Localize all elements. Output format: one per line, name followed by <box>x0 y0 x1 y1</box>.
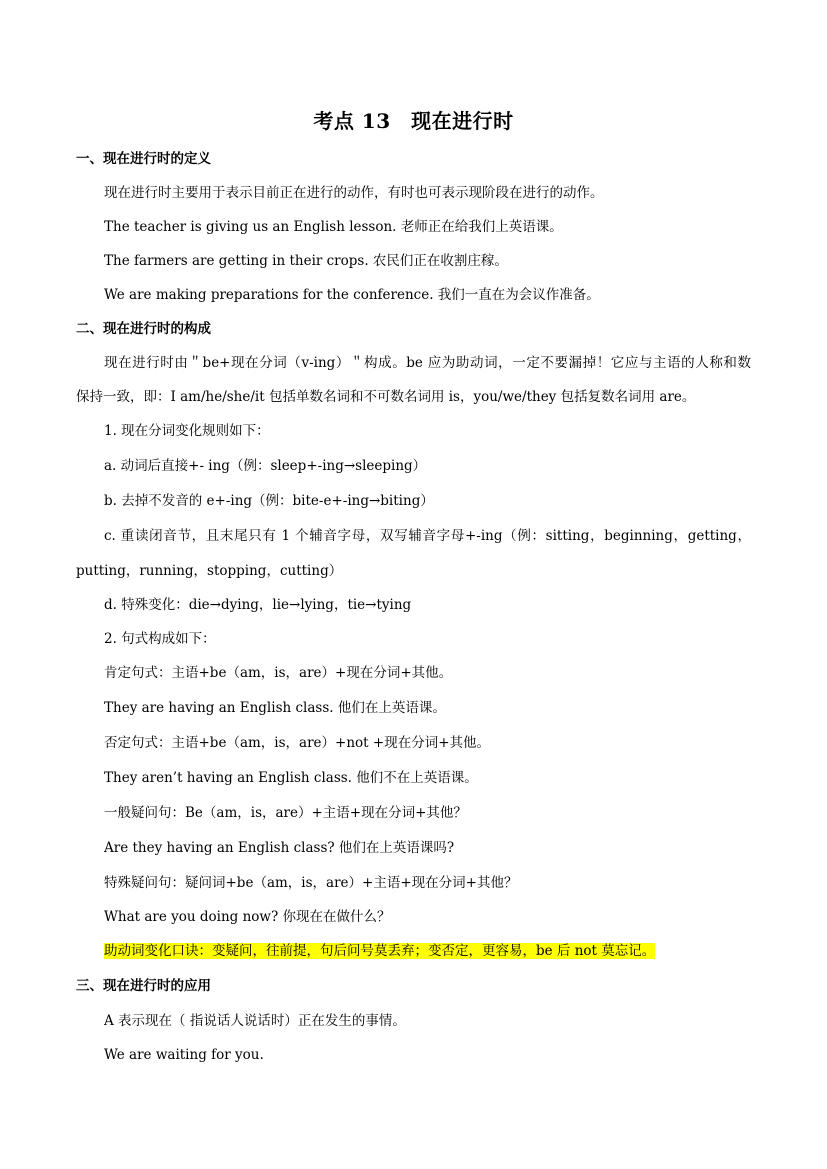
rule-item-continuation: putting，running，stopping，cutting） <box>76 563 343 579</box>
section-heading-definition: 一、现在进行时的定义 <box>76 151 211 167</box>
example-sentence: They are having an English class. 他们在上英语课。 <box>104 700 446 716</box>
structure-intro-line: 现在进行时由＂be+现在分词（v-ing）＂构成。be 应为助动词，一定不要漏掉！它应与主语的人称和数 <box>104 355 751 371</box>
example-sentence: We are waiting for you. <box>104 1047 264 1063</box>
mnemonic-highlight: 助动词变化口诀：变疑问，往前提，句后问号莫丢弃；变否定，更容易，be 后 not 莫忘记。 <box>104 943 656 959</box>
example-sentence: What are you doing now? 你现在在做什么？ <box>104 909 391 925</box>
sentence-pattern: 一般疑问句：Be（am，is，are）+主语+现在分词+其他？ <box>104 805 467 821</box>
sentence-pattern: 否定句式：主语+be（am，is，are）+not +现在分词+其他。 <box>104 735 491 751</box>
mnemonic-line <box>104 942 655 960</box>
page-title: 考点 13 现在进行时 <box>313 109 514 133</box>
example-sentence: We are making preparations for the conference. 我们一直在为会议作准备。 <box>104 287 600 303</box>
structure-intro-line: 保持一致，即：I am/he/she/it 包括单数名词和不可数名词用 is，you/we/they 包括复数名词用 are。 <box>76 389 696 405</box>
example-sentence: They aren’t having an English class. 他们不在上英语课。 <box>104 770 478 786</box>
rule-item: a. 动词后直接+- ing（例：sleep+-ing→sleeping） <box>104 458 427 474</box>
usage-point: A 表示现在（ 指说话人说话时）正在发生的事情。 <box>104 1013 406 1029</box>
rules-title: 1. 现在分词变化规则如下： <box>104 423 270 439</box>
sentence-pattern: 特殊疑问句：疑问词+be（am，is，are）+主语+现在分词+其他？ <box>104 875 518 891</box>
example-sentence: The farmers are getting in their crops. 农民们正在收割庄稼。 <box>104 253 508 269</box>
example-sentence: Are they having an English class? 他们在上英语课吗? <box>104 840 455 856</box>
example-sentence: The teacher is giving us an English lesson. 老师正在给我们上英语课。 <box>104 219 563 235</box>
section-heading-usage: 三、现在进行时的应用 <box>76 978 211 994</box>
sentence-pattern: 肯定句式：主语+be（am，is，are）+现在分词+其他。 <box>104 665 453 681</box>
rule-item: c. 重读闭音节，且末尾只有 1 个辅音字母，双写辅音字母+-ing（例：sitting，beginning，getting， <box>104 528 751 544</box>
forms-title: 2. 句式构成如下： <box>104 631 216 647</box>
rule-item: d. 特殊变化：die→dying，lie→lying，tie→tying <box>104 597 412 613</box>
section-heading-structure: 二、现在进行时的构成 <box>76 321 211 337</box>
rule-item: b. 去掉不发音的 e+-ing（例：bite-e+-ing→biting） <box>104 493 434 509</box>
definition-text: 现在进行时主要用于表示目前正在进行的动作，有时也可表示现阶段在进行的动作。 <box>104 185 604 201</box>
